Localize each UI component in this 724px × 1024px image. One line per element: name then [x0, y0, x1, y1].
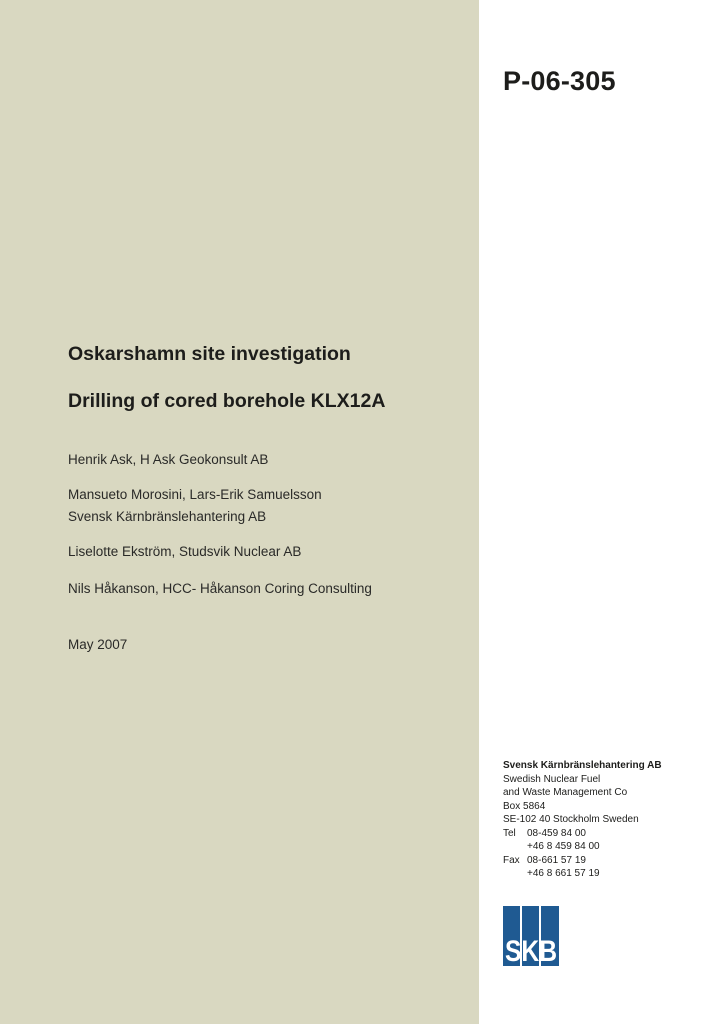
publisher-tel-intl	[503, 840, 662, 854]
publisher-box: Box 5864	[503, 800, 546, 812]
tel-label: Tel	[503, 827, 516, 839]
skb-logo	[503, 906, 559, 966]
tel-number: 08-459 84 00	[527, 827, 586, 839]
tel-number-intl: +46 8 459 84 00	[527, 841, 600, 852]
fax-number: 08-661 57 19	[527, 854, 586, 866]
report-title-line-1: Oskarshamn site investigation	[68, 343, 351, 365]
publisher-name: Svensk Kärnbränslehantering AB	[503, 760, 662, 771]
fax-label: Fax	[503, 854, 520, 866]
report-number: P-06-305	[503, 66, 616, 96]
publisher-address: SE-102 40 Stockholm Sweden	[503, 814, 639, 825]
author-line: Nils Håkanson, HCC- Håkanson Coring Consulting	[68, 581, 372, 596]
author-affiliation: Svensk Kärnbränslehantering AB	[68, 509, 267, 524]
publisher-fax	[503, 854, 662, 868]
publisher-tel	[503, 827, 662, 841]
author-line: Liselotte Ekström, Studsvik Nuclear AB	[68, 544, 302, 559]
publication-date: May 2007	[68, 637, 128, 652]
logo-text: SKB	[505, 935, 557, 968]
fax-number-intl: +46 8 661 57 19	[527, 868, 600, 879]
author-line: Mansueto Morosini, Lars-Erik Samuelsson	[68, 487, 322, 502]
publisher-line: and Waste Management Co	[503, 787, 628, 798]
author-line: Henrik Ask, H Ask Geokonsult AB	[68, 452, 269, 467]
publisher-block	[503, 759, 662, 881]
publisher-line: Swedish Nuclear Fuel	[503, 773, 601, 785]
report-title-line-2: Drilling of cored borehole KLX12A	[68, 390, 386, 412]
publisher-fax-intl	[503, 867, 662, 881]
